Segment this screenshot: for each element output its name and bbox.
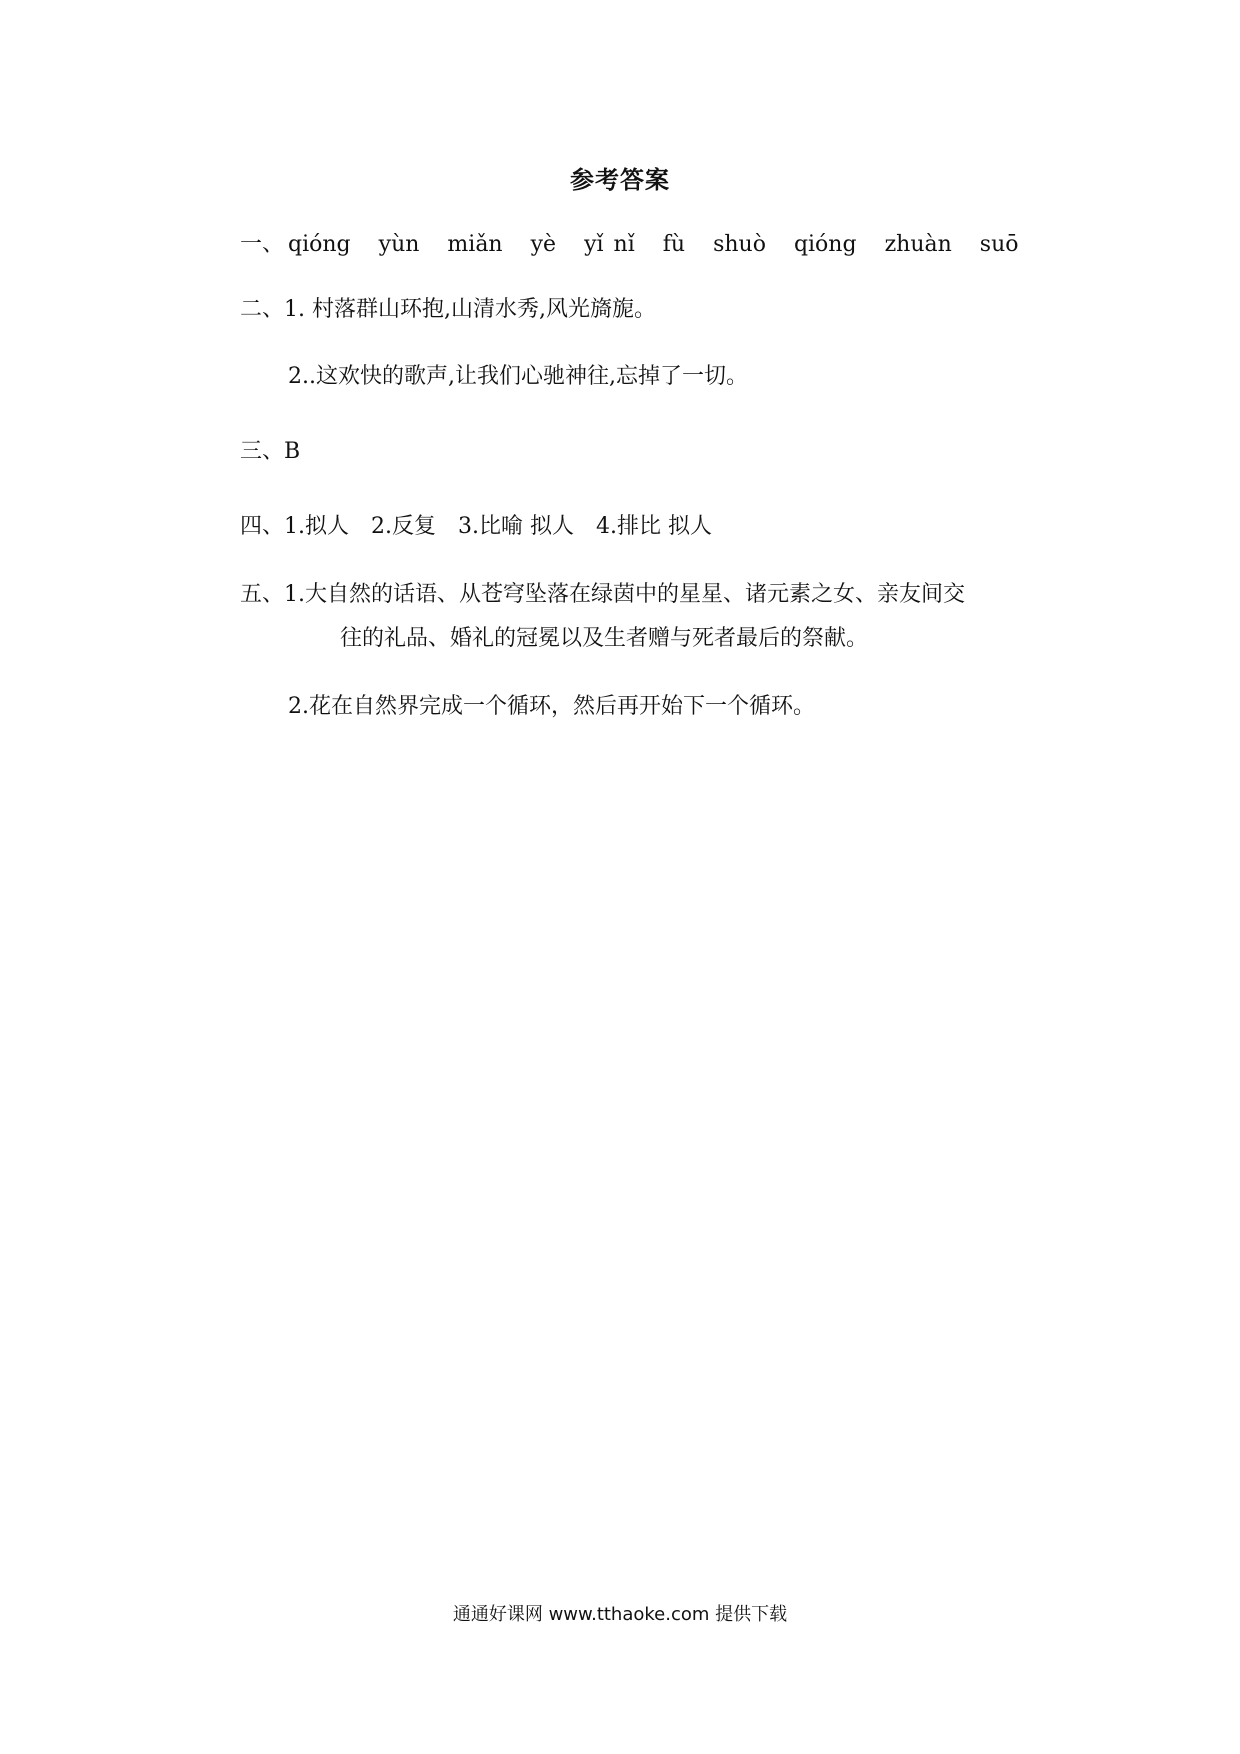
page-title: 参考答案 [570, 165, 670, 194]
pinyin-item: suō [979, 232, 1019, 257]
rhetoric-item: 3.比喻 拟人 [458, 514, 574, 539]
section-5-item-2: 2.花在自然界完成一个循环，然后再开始下一个循环。 [288, 694, 815, 719]
pinyin-item: fù [662, 232, 686, 257]
section-2-prefix: 二、 [240, 297, 285, 322]
pinyin-item: zhuàn [884, 232, 952, 257]
section-1-pinyin [240, 230, 1047, 260]
pinyin-item: yǐ [584, 232, 604, 257]
rhetoric-item: 4.排比 拟人 [596, 514, 712, 539]
pinyin-item: miǎn [447, 232, 503, 257]
section-4-rhetoric [240, 512, 734, 542]
rhetoric-item: 1.拟人 [284, 514, 350, 539]
section-5-item-1-line-1 [240, 580, 965, 610]
pinyin-item: qióng [288, 232, 351, 257]
pinyin-item: yè [530, 232, 557, 257]
section-5-item-1-text: 1.大自然的话语、从苍穹坠落在绿茵中的星星、诸元素之女、亲友间交 [284, 582, 966, 607]
pinyin-item: nǐ [613, 232, 635, 257]
pinyin-item: qióng [793, 232, 857, 257]
section-2-item-1 [240, 295, 656, 325]
section-2-item-2: 2..这欢快的歌声,让我们心驰神往,忘掉了一切。 [288, 364, 748, 389]
footer-source: 通通好课网 www.tthaoke.com 提供下载 [452, 1604, 788, 1625]
pinyin-item: shuò [713, 232, 766, 257]
section-5-item-1-line-2: 往的礼品、婚礼的冠冕以及生者赠与死者最后的祭献。 [340, 626, 869, 651]
pinyin-item: yùn [378, 232, 420, 257]
section-5-prefix: 五、 [240, 582, 285, 607]
rhetoric-item: 2.反复 [371, 514, 437, 539]
section-3-answer: 三、B [240, 439, 301, 464]
section-4-prefix: 四、 [240, 514, 285, 539]
section-1-prefix: 一、 [240, 232, 285, 257]
section-2-item-1-text: 1. 村落群山环抱,山清水秀,风光旖旎。 [284, 297, 656, 322]
